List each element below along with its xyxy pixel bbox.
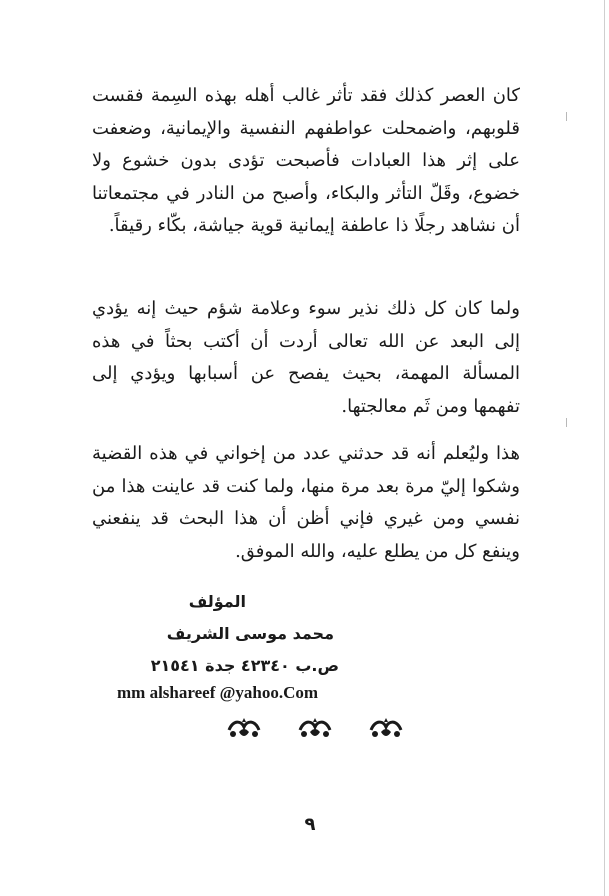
author-po-box: ص.ب ٤٢٣٤٠ جدة ٢١٥٤١ bbox=[150, 656, 339, 675]
author-email: mm alshareef @yahoo.Com bbox=[117, 683, 319, 702]
body-paragraph-2: ولما كان كل ذلك نذير سوء وعلامة شؤم حيث إنه يؤدي إلى البعد عن الله تعالى أردت أن أكتب بحثاً في هذه المسألة المهمة، بحيث يفصح عن أسبابها ويؤدي إلى تفهمها ومن ثَم معالجتها. bbox=[92, 298, 520, 417]
page-edge-line bbox=[604, 0, 605, 896]
ornament-row bbox=[225, 712, 405, 742]
author-label: المؤلف bbox=[188, 592, 246, 611]
body-paragraph-3: هذا وليُعلم أنه قد حدثني عدد من إخواني في هذه القضية وشكوا إليّ مرة بعد مرة منها، ولما كنت قد عاينت هذا من نفسي ومن غيري فإني أظن أن هذا البحث قد ينفعني وينفع كل من يطلع عليه، والله الموفق. bbox=[92, 443, 520, 562]
author-name: محمد موسى الشريف bbox=[166, 624, 334, 643]
body-paragraph-1: كان العصر كذلك فقد تأثر غالب أهله بهذه السِمة فقست قلوبهم، واضمحلت عواطفهم النفسية والإيمانية، وضعفت على إثر هذا العبادات فأصبحت تؤدى بدون خشوع ولا خضوع، وقَلّ التأثر والبكاء، وأصبح من النادر في مجتمعاتنا أن نشاهد رجلًا ذا عاطفة إيمانية قوية جياشة، بكّاء رقيقاً. bbox=[92, 85, 520, 236]
floral-ornament-icon bbox=[225, 712, 263, 742]
floral-ornament-icon bbox=[296, 712, 334, 742]
margin-tick bbox=[566, 112, 567, 121]
page-number: ٩ bbox=[304, 814, 316, 835]
margin-tick bbox=[566, 418, 567, 427]
floral-ornament-icon bbox=[367, 712, 405, 742]
